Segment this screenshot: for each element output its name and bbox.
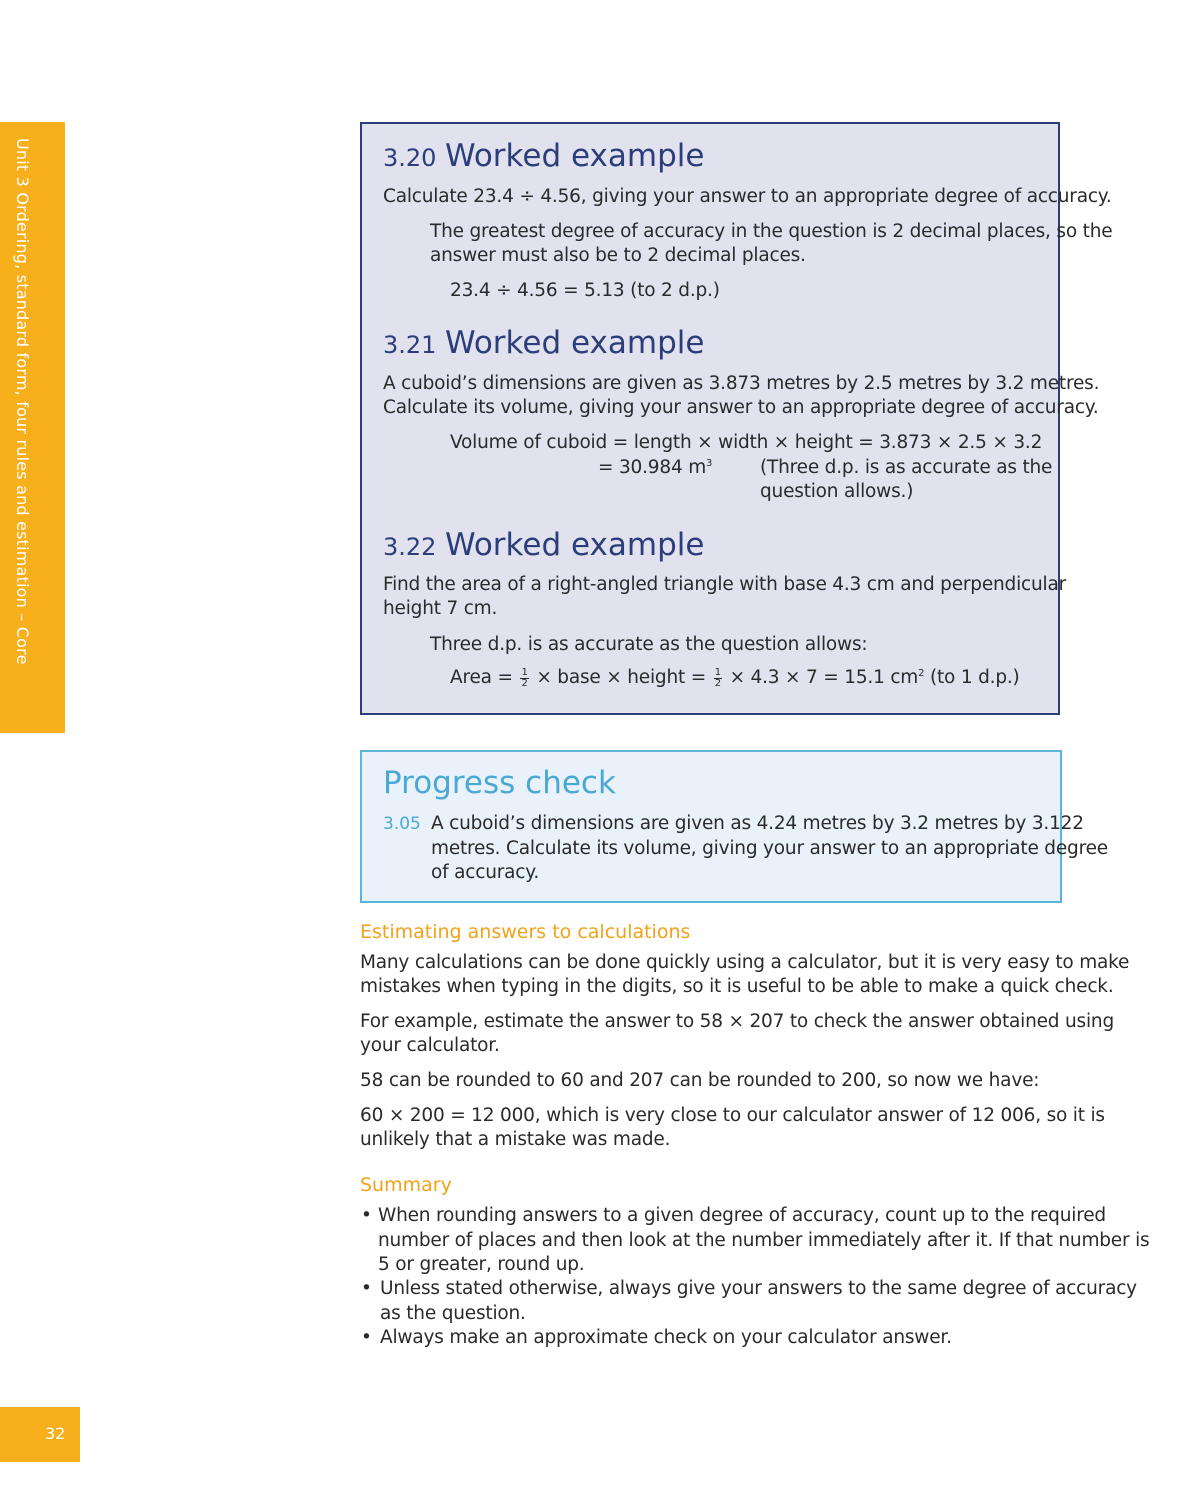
worked-example-note: question allows.) <box>760 481 914 502</box>
paragraph-line: your calculator. <box>360 1035 500 1056</box>
fraction-numerator: 1 <box>521 666 528 678</box>
paragraph-line: 60 × 200 = 12 000, which is very close to our calculator answer of 12 006, so it is <box>360 1105 1105 1126</box>
bullet: • <box>361 1205 372 1226</box>
summary-item: When rounding answers to a given degree of accuracy, count up to the required <box>378 1205 1106 1226</box>
worked-example-question: height 7 cm. <box>383 598 498 619</box>
progress-check-question: of accuracy. <box>431 862 540 883</box>
worked-example-title: Worked example <box>445 138 705 174</box>
summary-item: Always make an approximate check on your calculator answer. <box>380 1327 952 1348</box>
paragraph-line: Many calculations can be done quickly using a calculator, but it is very easy to make <box>360 952 1130 973</box>
cubed-superscript: 3 <box>706 457 713 469</box>
worked-example-title: Worked example <box>445 325 705 361</box>
worked-example-question: Calculate its volume, giving your answer to an appropriate degree of accuracy. <box>383 397 1099 418</box>
paragraph-line: 58 can be rounded to 60 and 207 can be rounded to 200, so now we have: <box>360 1070 1040 1091</box>
area-accuracy: (to 1 d.p.) <box>929 667 1020 688</box>
summary-heading: Summary <box>360 1174 452 1196</box>
fraction-denominator: 2 <box>714 677 721 689</box>
page-number: 32 <box>45 1424 66 1443</box>
progress-check-question: metres. Calculate its volume, giving your answer to an appropriate degree <box>431 838 1108 859</box>
worked-example-number: 3.20 <box>383 144 437 172</box>
progress-check-question: A cuboid’s dimensions are given as 4.24 metres by 3.2 metres by 3.122 <box>431 813 1084 834</box>
worked-example-number: 3.21 <box>383 331 437 359</box>
page-number-box <box>0 1407 80 1462</box>
half-fraction <box>714 668 722 689</box>
worked-example-working: Volume of cuboid = length × width × height = 3.873 × 2.5 × 3.2 <box>450 432 1043 453</box>
half-fraction <box>520 668 528 689</box>
paragraph-line: For example, estimate the answer to 58 × 207 to check the answer obtained using <box>360 1011 1114 1032</box>
worked-example-title: Worked example <box>445 527 705 563</box>
section-heading: Estimating answers to calculations <box>360 921 691 943</box>
fraction-denominator: 2 <box>521 677 528 689</box>
worked-example-note: (Three d.p. is as accurate as the <box>760 457 1053 478</box>
worked-example-explanation: The greatest degree of accuracy in the question is 2 decimal places, so the <box>430 221 1113 242</box>
area-calculation: × 4.3 × 7 = 15.1 cm <box>729 667 919 688</box>
progress-check-title: Progress check <box>383 765 616 801</box>
bullet: • <box>361 1278 372 1299</box>
summary-item: as the question. <box>380 1303 526 1324</box>
summary-item: 5 or greater, round up. <box>378 1254 585 1275</box>
unit-side-tab-label: Unit 3 Ordering, standard form, four rules and estimation – Core <box>13 138 32 665</box>
worked-example-working: 23.4 ÷ 4.56 = 5.13 (to 2 d.p.) <box>450 280 720 301</box>
worked-example-question: A cuboid’s dimensions are given as 3.873 metres by 2.5 metres by 3.2 metres. <box>383 373 1100 394</box>
summary-item: number of places and then look at the number immediately after it. If that number is <box>378 1230 1150 1251</box>
bullet: • <box>361 1327 372 1348</box>
worked-example-question: Calculate 23.4 ÷ 4.56, giving your answer to an appropriate degree of accuracy. <box>383 186 1112 207</box>
worked-example-question: Find the area of a right-angled triangle with base 4.3 cm and perpendicular <box>383 574 1067 595</box>
worked-example-explanation: Three d.p. is as accurate as the question allows: <box>430 634 868 655</box>
squared-superscript: 2 <box>918 667 925 679</box>
worked-examples-box <box>360 122 1060 715</box>
progress-check-number: 3.05 <box>383 814 421 834</box>
paragraph-line: mistakes when typing in the digits, so it is useful to be able to make a quick check. <box>360 976 1114 997</box>
area-label: Area = <box>450 667 513 688</box>
fraction-numerator: 1 <box>714 666 721 678</box>
volume-result: = 30.984 m <box>598 457 707 478</box>
worked-example-number: 3.22 <box>383 533 437 561</box>
area-formula: × base × height = <box>536 667 707 688</box>
worked-example-explanation: answer must also be to 2 decimal places. <box>430 245 806 266</box>
unit-side-tab <box>0 122 65 733</box>
paragraph-line: unlikely that a mistake was made. <box>360 1129 671 1150</box>
worked-example-working <box>450 667 1020 689</box>
worked-example-working <box>598 457 712 478</box>
summary-item: Unless stated otherwise, always give your answers to the same degree of accuracy <box>380 1278 1137 1299</box>
